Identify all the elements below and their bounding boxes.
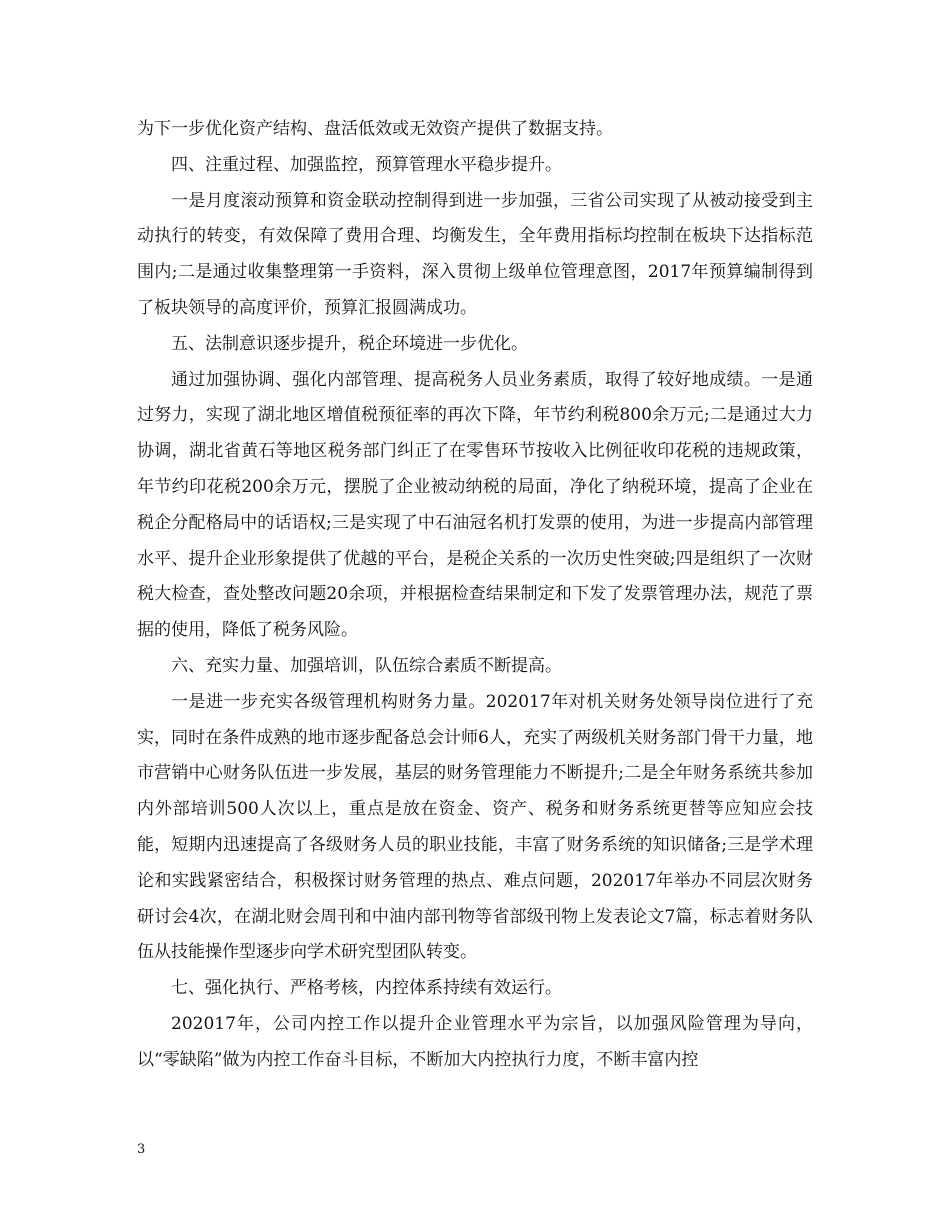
paragraph-continuation: 为下一步优化资产结构、盘活低效或无效资产提供了数据支持。 bbox=[137, 119, 613, 139]
section-heading-6: 六、充实力量、加强培训，队伍综合素质不断提高。 bbox=[171, 655, 562, 676]
paragraph: 通过加强协调、强化内部管理、提高税务人员业务素质，取得了较好地成绩。一是通过努力，实现了湖北地区增值税预征率的再次下降，年节约利税800余万元;二是通过大力协调，湖北省黄石等地区税务部门纠正了在零售环节按收入比例征收印花税的违规政策，年节约印花税200余万元，摆脱了企业被动纳税的局面，净化了纳税环境，提高了企业在税企分配格局中的话语权;三是实现了中石油冠名机打发票的使用，为进一步提高内部管理水平、提升企业形象提供了优越的平台，是税企关系的一次历史性突破;四是组织了一次财税大检查，查处整改问题20余项，并根据检查结果制定和下发了发票管理办法，规范了票据的使用，降低了税务风险。 bbox=[137, 369, 813, 641]
paragraph: 202017年，公司内控工作以提升企业管理水平为宗旨，以加强风险管理为导向，以“零缺陷”做为内控工作奋斗目标，不断加大内控执行力度，不断丰富内控 bbox=[137, 1013, 813, 1070]
section-heading-4: 四、注重过程、加强监控，预算管理水平稳步提升。 bbox=[171, 154, 562, 175]
document-body bbox=[137, 112, 813, 1079]
section-heading-7: 七、强化执行、严格考核，内控体系持续有效运行。 bbox=[171, 978, 562, 999]
paragraph: 一是月度滚动预算和资金联动控制得到进一步加强，三省公司实现了从被动接受到主动执行的转变，有效保障了费用合理、均衡发生，全年费用指标均控制在板块下达指标范围内;二是通过收集整理第一手资料，深入贯彻上级单位管理意图，2017年预算编制得到了板块领导的高度评价，预算汇报圆满成功。 bbox=[137, 190, 813, 318]
paragraph: 一是进一步充实各级管理机构财务力量。202017年对机关财务处领导岗位进行了充实，同时在条件成熟的地市逐步配备总会计师6人，充实了两级机关财务部门骨干力量，地市营销中心财务队伍进一步发展，基层的财务管理能力不断提升;二是全年财务系统共参加内外部培训500人次以上，重点是放在资金、资产、税务和财务系统更替等应知应会技能，短期内迅速提高了各级财务人员的职业技能，丰富了财务系统的知识储备;三是学术理论和实践紧密结合，积极探讨财务管理的热点、难点问题，202017年举办不同层次财务研讨会4次，在湖北财会周刊和中油内部刊物等省部级刊物上发表论文7篇，标志着财务队伍从技能操作型逐步向学术研究型团队转变。 bbox=[137, 691, 813, 963]
page-number: 3 bbox=[137, 1142, 146, 1157]
section-heading-5: 五、法制意识逐步提升，税企环境进一步优化。 bbox=[171, 333, 528, 354]
